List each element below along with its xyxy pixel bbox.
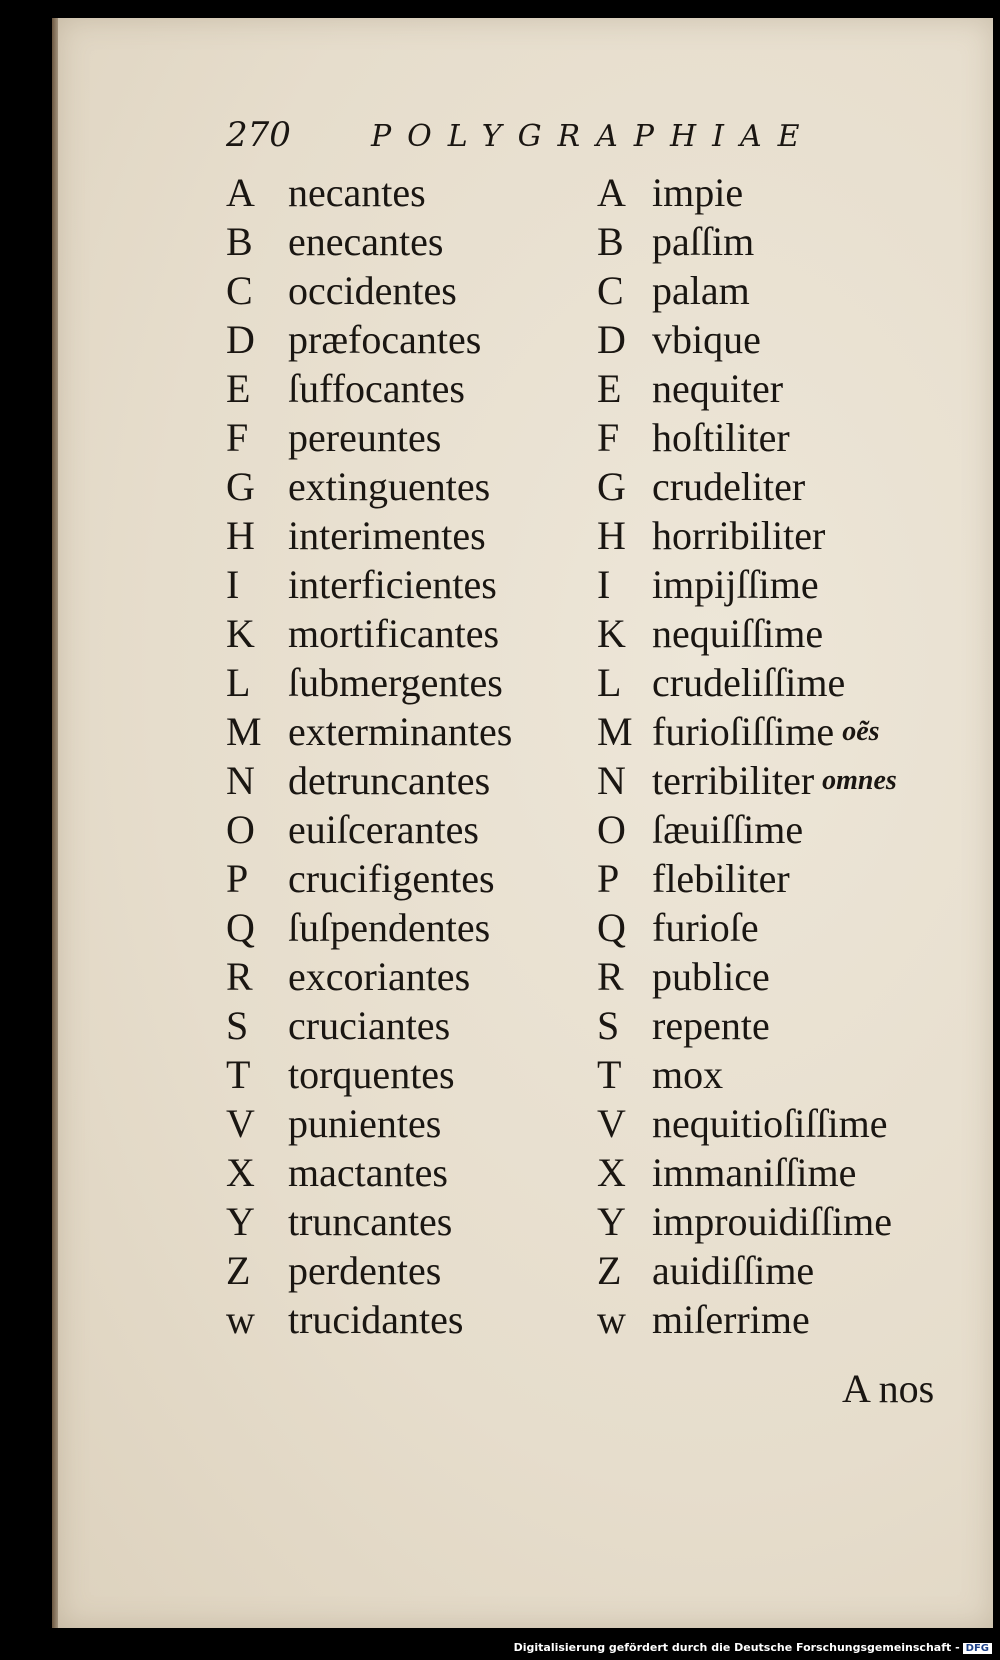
row-word: furioſiſſime (652, 709, 835, 754)
table-row (226, 903, 586, 952)
table-row (597, 266, 977, 315)
row-word: nequitioſiſſime (652, 1101, 888, 1146)
row-letter: R (226, 954, 253, 999)
table-row (226, 1295, 586, 1344)
row-letter: C (597, 268, 624, 313)
row-word: vbique (652, 317, 761, 362)
row-letter: P (226, 856, 249, 901)
row-word: crudeliſſime (652, 660, 846, 705)
table-row (597, 1295, 977, 1344)
row-word: interficientes (288, 562, 497, 607)
row-word: truncantes (288, 1199, 453, 1244)
row-letter: K (226, 611, 255, 656)
row-letter: V (597, 1101, 626, 1146)
row-letter: G (226, 464, 255, 509)
row-word: ſuffocantes (288, 366, 465, 411)
row-word: auidiſſime (652, 1248, 815, 1293)
row-letter: S (226, 1003, 249, 1048)
table-row (226, 707, 586, 756)
table-row (226, 168, 586, 217)
row-word: impie (652, 170, 744, 215)
table-row (226, 1001, 586, 1050)
row-word: excoriantes (288, 954, 471, 999)
row-word: torquentes (288, 1052, 455, 1097)
table-row (226, 1197, 586, 1246)
row-letter: X (597, 1150, 626, 1195)
row-letter: H (597, 513, 626, 558)
row-word: occidentes (288, 268, 457, 313)
row-word: interimentes (288, 513, 486, 558)
row-letter: Z (226, 1248, 251, 1293)
table-row (597, 1099, 977, 1148)
table-row (597, 168, 977, 217)
row-letter: D (597, 317, 626, 362)
table-row (597, 1246, 977, 1295)
table-row (226, 266, 586, 315)
row-letter: Y (597, 1199, 626, 1244)
table-row (597, 315, 977, 364)
row-letter: N (597, 758, 626, 803)
row-word: punientes (288, 1101, 442, 1146)
row-word: furioſe (652, 905, 759, 950)
row-word: enecantes (288, 219, 444, 264)
footer-credit (514, 1641, 992, 1654)
table-row (226, 560, 586, 609)
table-row (597, 1197, 977, 1246)
row-note: omnes (822, 764, 897, 796)
row-word: mox (652, 1052, 724, 1097)
row-word: ſuſpendentes (288, 905, 491, 950)
row-letter: X (226, 1150, 255, 1195)
table-row (597, 658, 977, 707)
row-word: horribiliter (652, 513, 826, 558)
table-row (226, 1050, 586, 1099)
table-row (597, 511, 977, 560)
row-word: trucidantes (288, 1297, 464, 1342)
table-row (597, 364, 977, 413)
table-row (597, 707, 977, 756)
row-word: nequiſſime (652, 611, 824, 656)
table-row (597, 1001, 977, 1050)
row-letter: Q (226, 905, 255, 950)
row-word: crudeliter (652, 464, 806, 509)
row-letter: C (226, 268, 253, 313)
table-row (226, 315, 586, 364)
row-word: præfocantes (288, 317, 482, 362)
row-letter: w (226, 1297, 255, 1342)
row-letter: B (597, 219, 624, 264)
row-letter: F (226, 415, 249, 460)
table-row (597, 756, 977, 805)
row-note: oẽs (842, 715, 880, 747)
row-word: terribiliter (652, 758, 815, 803)
row-letter: A (597, 170, 626, 215)
table-row (597, 217, 977, 266)
row-word: extinguentes (288, 464, 491, 509)
row-letter: M (597, 709, 633, 754)
table-row (597, 1148, 977, 1197)
table-row (226, 805, 586, 854)
row-word: perdentes (288, 1248, 442, 1293)
page-header (226, 115, 826, 165)
row-letter: P (597, 856, 620, 901)
row-word: palam (652, 268, 750, 313)
dfg-logo: DFG (963, 1643, 992, 1654)
row-letter: Z (597, 1248, 622, 1293)
table-row (226, 756, 586, 805)
table-row (226, 609, 586, 658)
row-word: flebiliter (652, 856, 790, 901)
row-word: hoſtiliter (652, 415, 790, 460)
row-letter: I (226, 562, 240, 607)
row-word: crucifigentes (288, 856, 495, 901)
table-row (597, 413, 977, 462)
left-column (226, 168, 586, 1344)
table-row (597, 462, 977, 511)
catchword: A nos (842, 1366, 935, 1411)
row-word: euiſcerantes (288, 807, 479, 852)
table-row (226, 413, 586, 462)
row-word: immaniſſime (652, 1150, 857, 1195)
row-word: paſſim (652, 219, 755, 264)
row-letter: w (597, 1297, 626, 1342)
table-row (597, 609, 977, 658)
row-word: necantes (288, 170, 426, 215)
row-letter: Q (597, 905, 626, 950)
row-word: impijſſime (652, 562, 819, 607)
table-row (226, 364, 586, 413)
table-row (226, 511, 586, 560)
table-row (226, 462, 586, 511)
row-word: publice (652, 954, 770, 999)
row-letter: E (226, 366, 251, 411)
row-word: repente (652, 1003, 770, 1048)
row-letter: H (226, 513, 255, 558)
row-letter: T (226, 1052, 251, 1097)
table-row (597, 903, 977, 952)
row-word: nequiter (652, 366, 784, 411)
table-row (597, 805, 977, 854)
row-word: cruciantes (288, 1003, 451, 1048)
footer-credit-text: Digitalisierung gefördert durch die Deutsche Forschungsgemeinschaft - (513, 1641, 960, 1654)
row-letter: M (226, 709, 262, 754)
table-row (226, 952, 586, 1001)
page-number: 270 (226, 115, 291, 155)
row-letter: F (597, 415, 620, 460)
row-letter: T (597, 1052, 622, 1097)
right-column (597, 168, 977, 1344)
table-row (597, 854, 977, 903)
table-row (226, 854, 586, 903)
row-word: mactantes (288, 1150, 448, 1195)
row-letter: K (597, 611, 626, 656)
row-word: ſubmergentes (288, 660, 503, 705)
table-row (597, 952, 977, 1001)
row-word: detruncantes (288, 758, 491, 803)
row-word: exterminantes (288, 709, 513, 754)
row-letter: L (597, 660, 622, 705)
row-letter: O (226, 807, 255, 852)
row-word: improuidiſſime (652, 1199, 892, 1244)
row-letter: V (226, 1101, 255, 1146)
row-letter: S (597, 1003, 620, 1048)
row-letter: D (226, 317, 255, 362)
running-head: POLYGRAPHIAE (371, 119, 816, 154)
row-letter: E (597, 366, 622, 411)
table-row (226, 1099, 586, 1148)
row-letter: N (226, 758, 255, 803)
table-row (226, 658, 586, 707)
row-word: mortificantes (288, 611, 500, 656)
row-letter: G (597, 464, 626, 509)
row-letter: L (226, 660, 251, 705)
table-row (226, 217, 586, 266)
row-letter: I (597, 562, 611, 607)
row-word: ſæuiſſime (652, 807, 804, 852)
row-letter: R (597, 954, 624, 999)
table-row (597, 560, 977, 609)
row-letter: B (226, 219, 253, 264)
row-letter: O (597, 807, 626, 852)
row-letter: A (226, 170, 255, 215)
table-row (226, 1148, 586, 1197)
row-letter: Y (226, 1199, 255, 1244)
table-row (226, 1246, 586, 1295)
table-row (597, 1050, 977, 1099)
row-word: miſerrime (652, 1297, 810, 1342)
row-word: pereuntes (288, 415, 442, 460)
